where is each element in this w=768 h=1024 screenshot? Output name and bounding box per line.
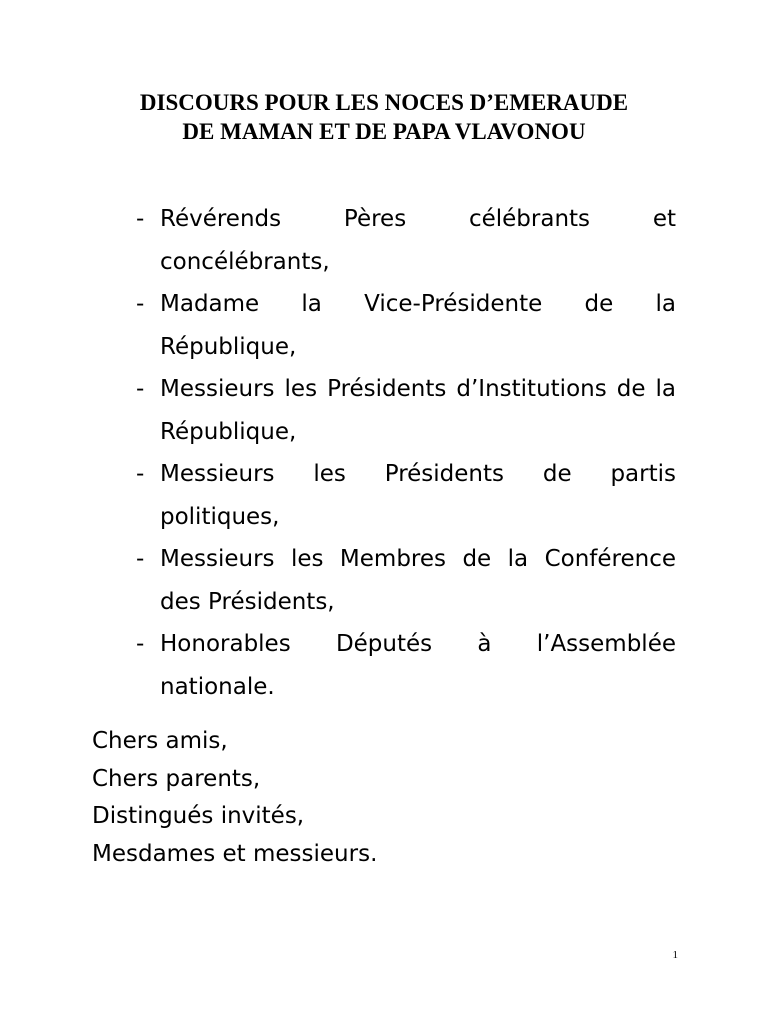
title-line-2: DE MAMAN ET DE PAPA VLAVONOU: [182, 119, 586, 144]
addressee-text: Messieurs les Présidents d’Institutions de la République,: [160, 376, 676, 445]
list-item: [136, 283, 676, 368]
title-line-1: DISCOURS POUR LES NOCES D’EMERAUDE: [139, 90, 629, 115]
greeting-line: Distingués invités,: [92, 803, 305, 829]
list-item: [136, 538, 676, 623]
addressee-text: Honorables Députés à l’Assemblée nationale.: [160, 631, 676, 700]
greetings-block: [92, 723, 676, 873]
list-marker: -: [136, 206, 145, 232]
list-marker: -: [136, 631, 145, 657]
greeting-line: Mesdames et messieurs.: [92, 840, 378, 867]
greeting-line: Chers amis,: [92, 728, 228, 754]
addressee-list: [136, 198, 676, 708]
greeting-line: Chers parents,: [92, 765, 261, 792]
list-item: [136, 623, 676, 708]
page-number: 1: [672, 949, 678, 961]
addressee-text: Révérends Pères célébrants et concélébrants,: [160, 206, 676, 275]
list-item: [136, 368, 676, 453]
list-item: [136, 198, 676, 283]
list-marker: -: [136, 461, 145, 487]
list-marker: -: [136, 291, 145, 317]
list-item: [136, 453, 676, 538]
document-title: [92, 88, 676, 146]
addressee-text: Messieurs les Membres de la Conférence des Présidents,: [160, 546, 676, 615]
addressee-text: Madame la Vice-Présidente de la République,: [160, 291, 676, 360]
addressee-text: Messieurs les Présidents de partis politiques,: [160, 461, 676, 530]
list-marker: -: [136, 546, 145, 572]
list-marker: -: [136, 376, 145, 402]
